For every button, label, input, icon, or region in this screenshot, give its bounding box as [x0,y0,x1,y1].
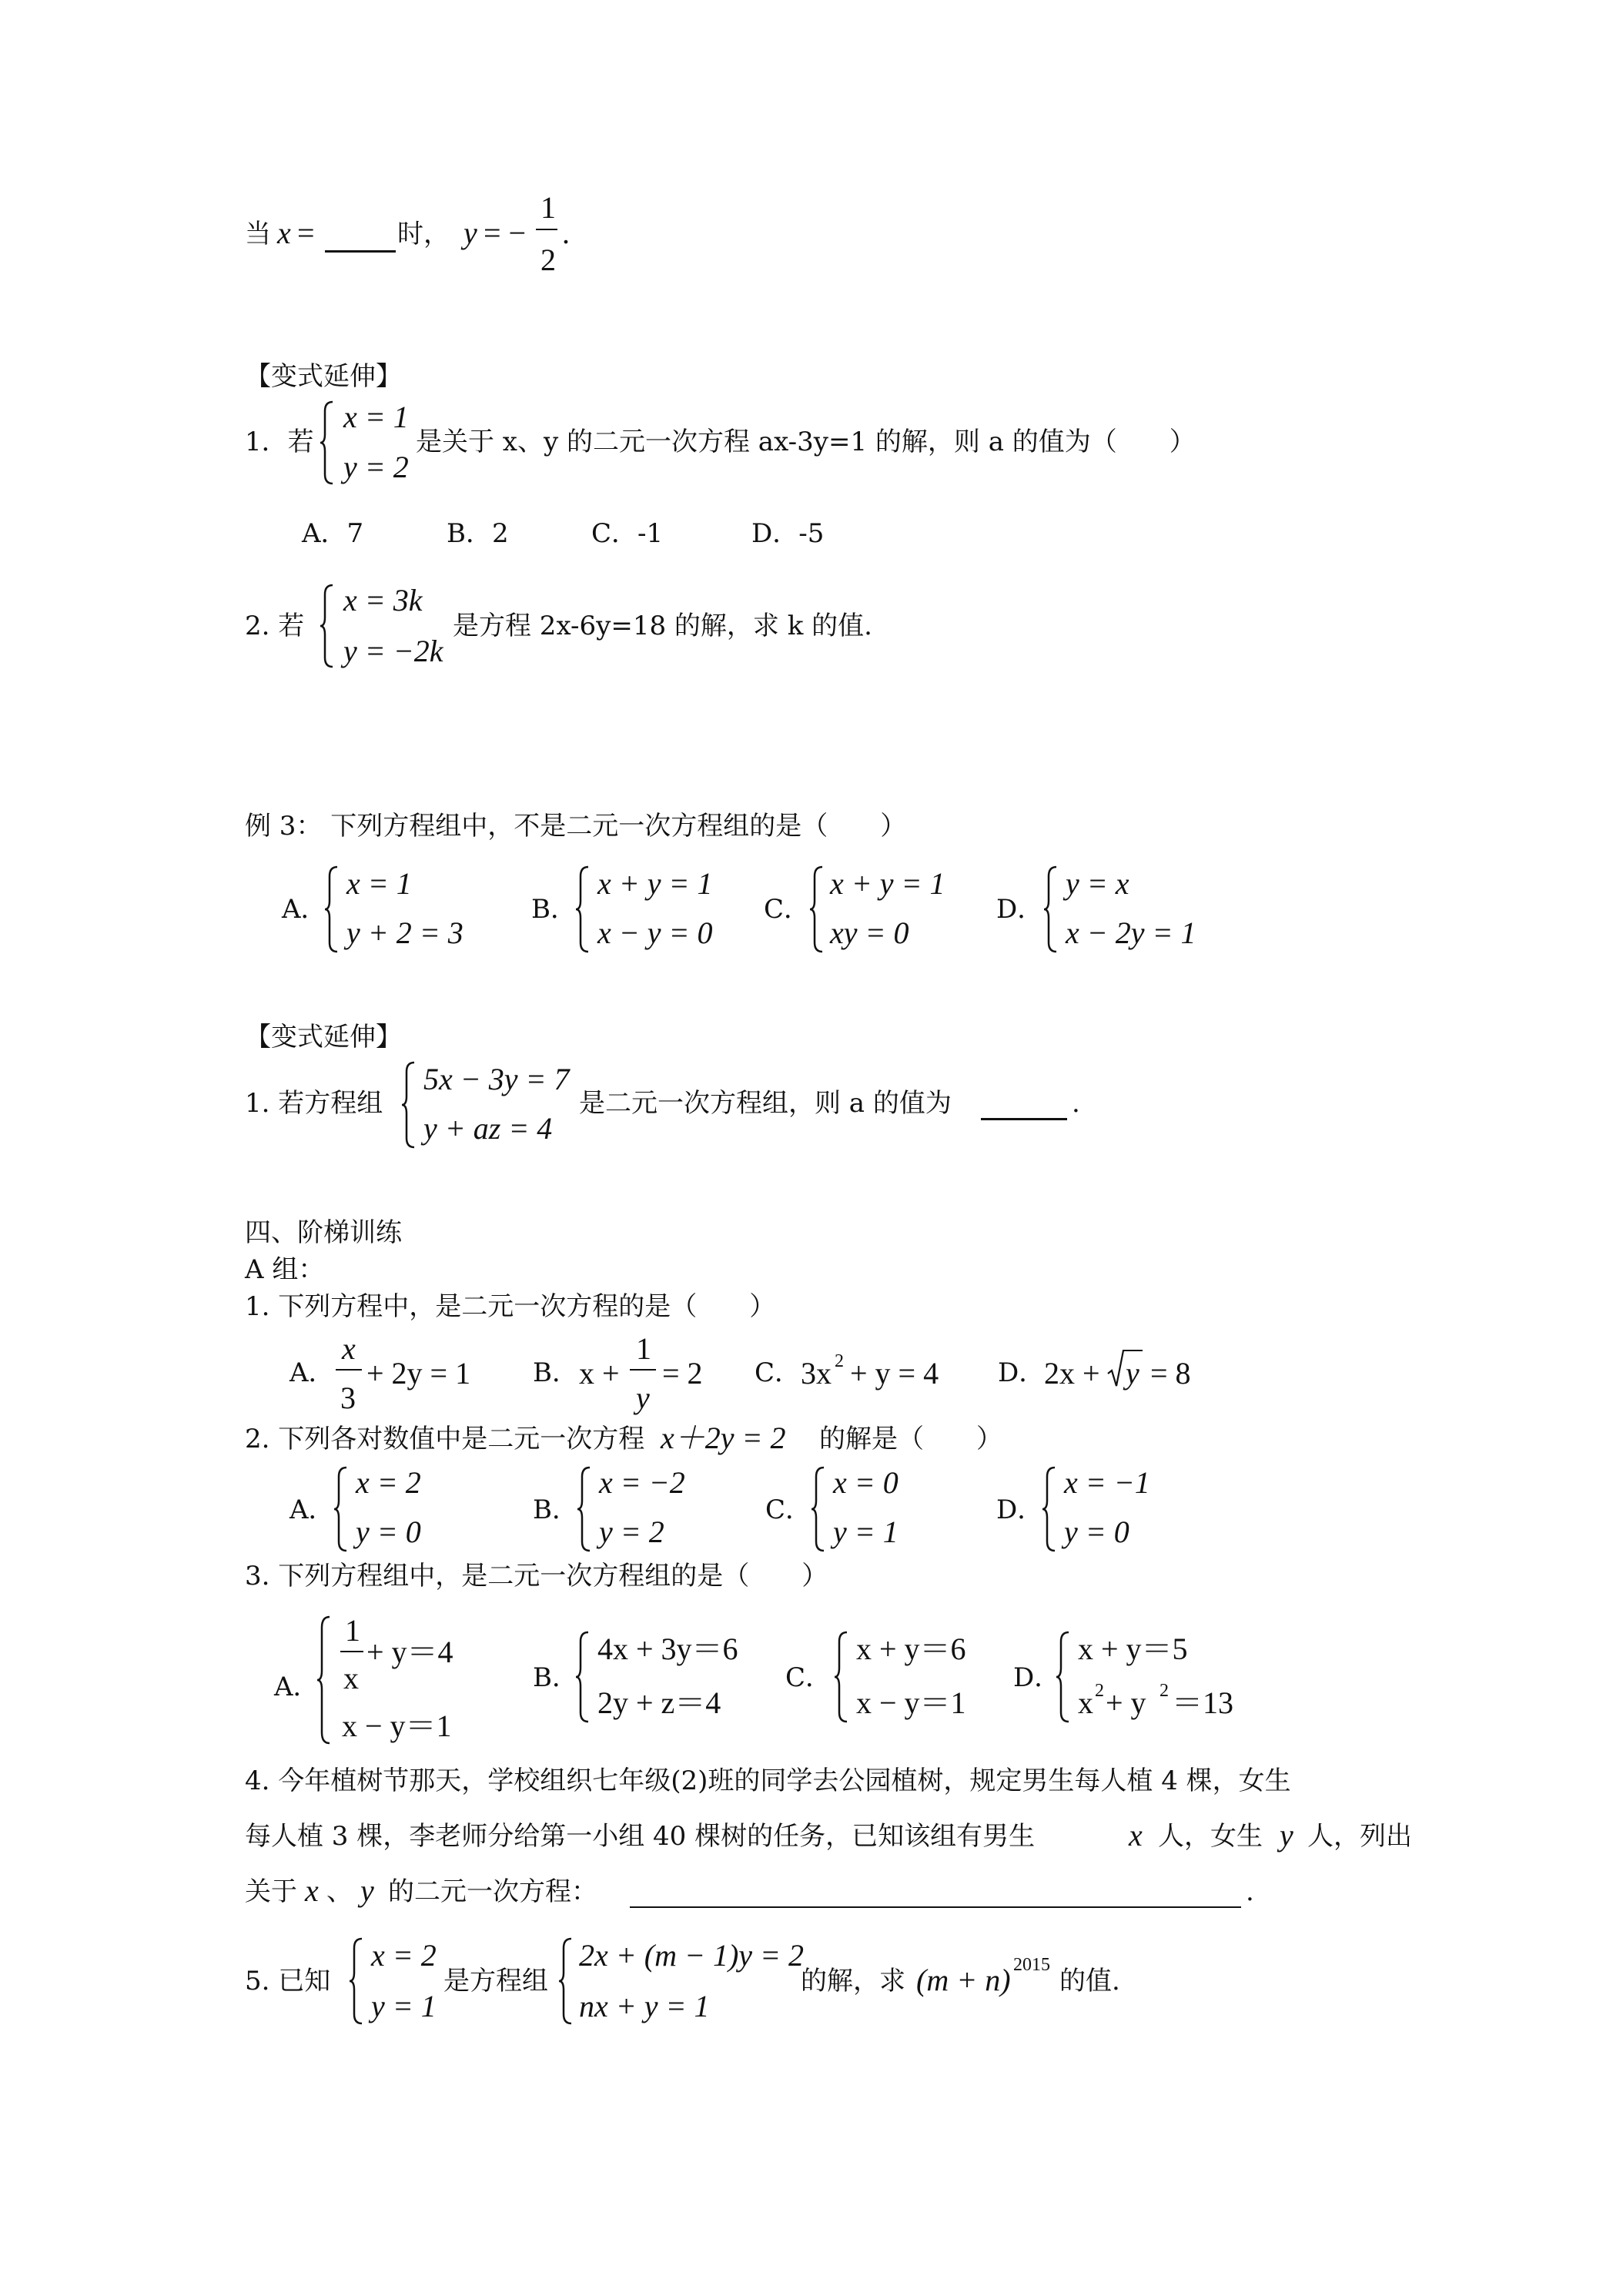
q4-line-3-sep: 、 [326,1876,353,1907]
var-x: x [277,216,291,250]
system-line-1: x = 1 [343,400,409,434]
q4-line-2-post: 人，列出 [1307,1821,1412,1852]
system-line-1: 4x + 3y＝6 [597,1632,738,1666]
system-line-2: x − y＝1 [856,1685,966,1720]
option-label: D． [998,1357,1046,1388]
system-line-2: nx + y = 1 [579,1989,710,2023]
system-line-1: x = 3k [343,583,423,618]
radicand: y [1126,1356,1139,1391]
system-line-2: x − y＝1 [342,1709,452,1743]
brace-icon [574,865,591,953]
q4-line-1: 4. 今年植树节那天，学校组织七年级(2)班的同学去公园植树，规定男生每人植 4 棵，女生 [245,1766,1291,1796]
brace-icon [557,1937,574,2025]
option-pre: x + [579,1356,620,1391]
system-line-1: y = x [1066,866,1129,901]
option-label: B． [533,1662,578,1693]
period: . [1072,1088,1080,1119]
system-line-2-x: x [1078,1685,1093,1720]
system-line-1: x = 2 [356,1465,421,1500]
option-label: B． [531,894,577,925]
system-line-1: x = −2 [599,1465,685,1500]
option-pre: 3x [801,1356,832,1391]
system-line-1: x = −1 [1064,1465,1150,1500]
exponent: 2015 [1013,1955,1050,1975]
q5-text-post: 的解，求 [801,1966,905,1996]
brace-icon [319,584,336,668]
eq-minus: = − [484,216,527,250]
period: . [1246,1876,1254,1907]
system-line-1: x + y = 1 [597,866,713,901]
system-line-1: x = 1 [346,866,412,901]
system-line-1: x + y＝5 [1078,1632,1188,1666]
exponent: 2 [1095,1681,1104,1701]
q2-text-pre: 2. 下列各对数值中是二元一次方程 [245,1424,645,1454]
eq-sign: = [297,216,315,250]
answer-blank[interactable] [630,1874,1241,1908]
system-line-2: 2y + z＝4 [597,1685,721,1720]
frac-num: 1 [345,1613,360,1648]
answer-blank[interactable] [325,218,396,253]
period: . [562,216,570,250]
brace-icon [576,1466,593,1552]
option-b[interactable]: B．2 [447,518,509,549]
option-rest: = 2 [662,1356,703,1391]
var-x: x [305,1873,319,1908]
option-label: A． [282,894,327,925]
text-when: 当 [245,219,271,249]
frac-den: x [343,1661,359,1695]
var-y: y [1280,1818,1293,1853]
answer-blank[interactable] [981,1087,1067,1120]
brace-icon [810,1466,827,1552]
option-label: A． [289,1494,335,1525]
option-label: D． [1013,1662,1061,1693]
q4-line-2-mid: 人，女生 [1158,1821,1263,1852]
option-a[interactable]: A．7 [302,518,364,549]
exponent: 2 [835,1351,844,1371]
brace-icon [1041,1466,1058,1552]
option-label: C． [755,1357,801,1388]
var-x: x [1129,1818,1143,1853]
q5-text-end: 的值. [1059,1966,1120,1996]
sqrt-bar [1123,1350,1143,1351]
brace-icon [1042,865,1059,953]
system-line-1: 2x + (m − 1)y = 2 [579,1938,805,1973]
system-line-2: y = 0 [356,1514,421,1549]
option-label: C． [765,1494,812,1525]
system-line-1: x = 0 [833,1465,899,1500]
section-header: 【变式延伸】 [245,361,402,392]
system-line-2: y = −2k [343,634,443,668]
system-line-2: x − 2y = 1 [1066,915,1196,950]
option-label: C． [785,1662,832,1693]
q2-text-post: 的解是（ ） [819,1424,1002,1454]
option-rest: = 8 [1150,1356,1191,1391]
text-mid: 时， [397,219,450,249]
system-line-1: x + y＝6 [856,1632,966,1666]
frac-num: 1 [636,1331,651,1366]
system-line-2: y = 1 [833,1514,899,1549]
question-number: 5. 已知 [245,1966,331,1996]
brace-icon [574,1631,591,1723]
brace-icon [323,865,340,953]
frac-den: 2 [540,243,556,277]
system-line-1: x = 2 [371,1938,437,1973]
frac-den: 3 [340,1381,356,1415]
system-line-2: y = 2 [343,450,409,484]
frac-bar [336,1369,362,1371]
option-label: B． [533,1494,578,1525]
system-line-2-rest: ＝13 [1172,1685,1233,1720]
var-y: y [463,216,477,250]
question-number: 1. 若方程组 [245,1088,383,1119]
expression: (m + n) [916,1963,1011,1997]
option-label: A． [274,1672,320,1702]
option-label: C． [764,894,811,925]
system-line-2: y = 1 [371,1989,437,2023]
q4-line-2-pre: 每人植 3 棵，李老师分给第一小组 40 棵树的任务，已知该组有男生 [245,1821,1036,1852]
question-number: 2. 若 [245,611,305,641]
option-label: B． [533,1357,578,1388]
question-text: 是关于 x、y 的二元一次方程 ax-3y=1 的解，则 a 的值为（ ） [416,427,1196,457]
q5-text-mid: 是方程组 [443,1966,548,1996]
question-text: 是二元一次方程组，则 a 的值为 [579,1088,952,1119]
frac-den: y [636,1381,650,1415]
sqrt-icon [1107,1349,1124,1389]
system-line-2-y: + y [1106,1685,1146,1720]
frac-bar [536,229,557,230]
option-d[interactable]: D．-5 [751,518,825,549]
q1-text: 1. 下列方程中，是二元一次方程的是（ ） [245,1291,776,1322]
q3-text: 3. 下列方程组中，是二元一次方程组的是（ ） [245,1561,828,1591]
exponent: 2 [1160,1681,1169,1701]
frac-num: 1 [540,190,556,225]
system-line-2: y = 2 [599,1514,664,1549]
system-line-1: x + y = 1 [830,866,945,901]
brace-icon [1055,1631,1072,1723]
system-line-2: xy = 0 [830,915,909,950]
example-3-title: 例 3： 下列方程组中，不是二元一次方程组的是（ ） [245,811,907,842]
brace-icon [833,1631,850,1723]
system-line-2: y = 0 [1064,1514,1129,1549]
system-line-1-rest: + y＝4 [366,1635,453,1669]
question-number: 1．若 [245,427,314,457]
frac-bar [340,1651,363,1652]
q4-line-3-post: 的二元一次方程： [388,1876,597,1907]
q2-equation: x＋2y = 2 [661,1421,786,1455]
option-label: A． [289,1357,335,1388]
question-text: 是方程 2x-6y=18 的解，求 k 的值. [453,611,872,641]
brace-icon [316,1615,333,1745]
option-pre: 2x + [1044,1356,1100,1391]
brace-icon [400,1061,417,1149]
brace-icon [319,400,336,485]
group-label: A 组： [245,1254,325,1285]
q4-line-3-pre: 关于 [245,1876,297,1907]
option-c[interactable]: C．-1 [591,518,664,549]
section-title: 四、阶梯训练 [245,1217,402,1248]
frac-num: x [342,1331,356,1366]
option-rest: + y = 4 [850,1356,939,1391]
var-y: y [360,1873,374,1908]
brace-icon [808,865,825,953]
brace-icon [333,1466,350,1552]
option-label: D． [996,894,1044,925]
brace-icon [348,1937,365,2025]
system-line-2: x − y = 0 [597,915,713,950]
option-label: D． [996,1494,1044,1525]
frac-bar [630,1369,656,1371]
system-line-2: y + 2 = 3 [346,915,463,950]
section-header: 【变式延伸】 [245,1022,402,1053]
system-line-1: 5x − 3y = 7 [423,1062,570,1096]
system-line-2: y + az = 4 [423,1111,553,1146]
option-rest: + 2y = 1 [366,1356,471,1391]
